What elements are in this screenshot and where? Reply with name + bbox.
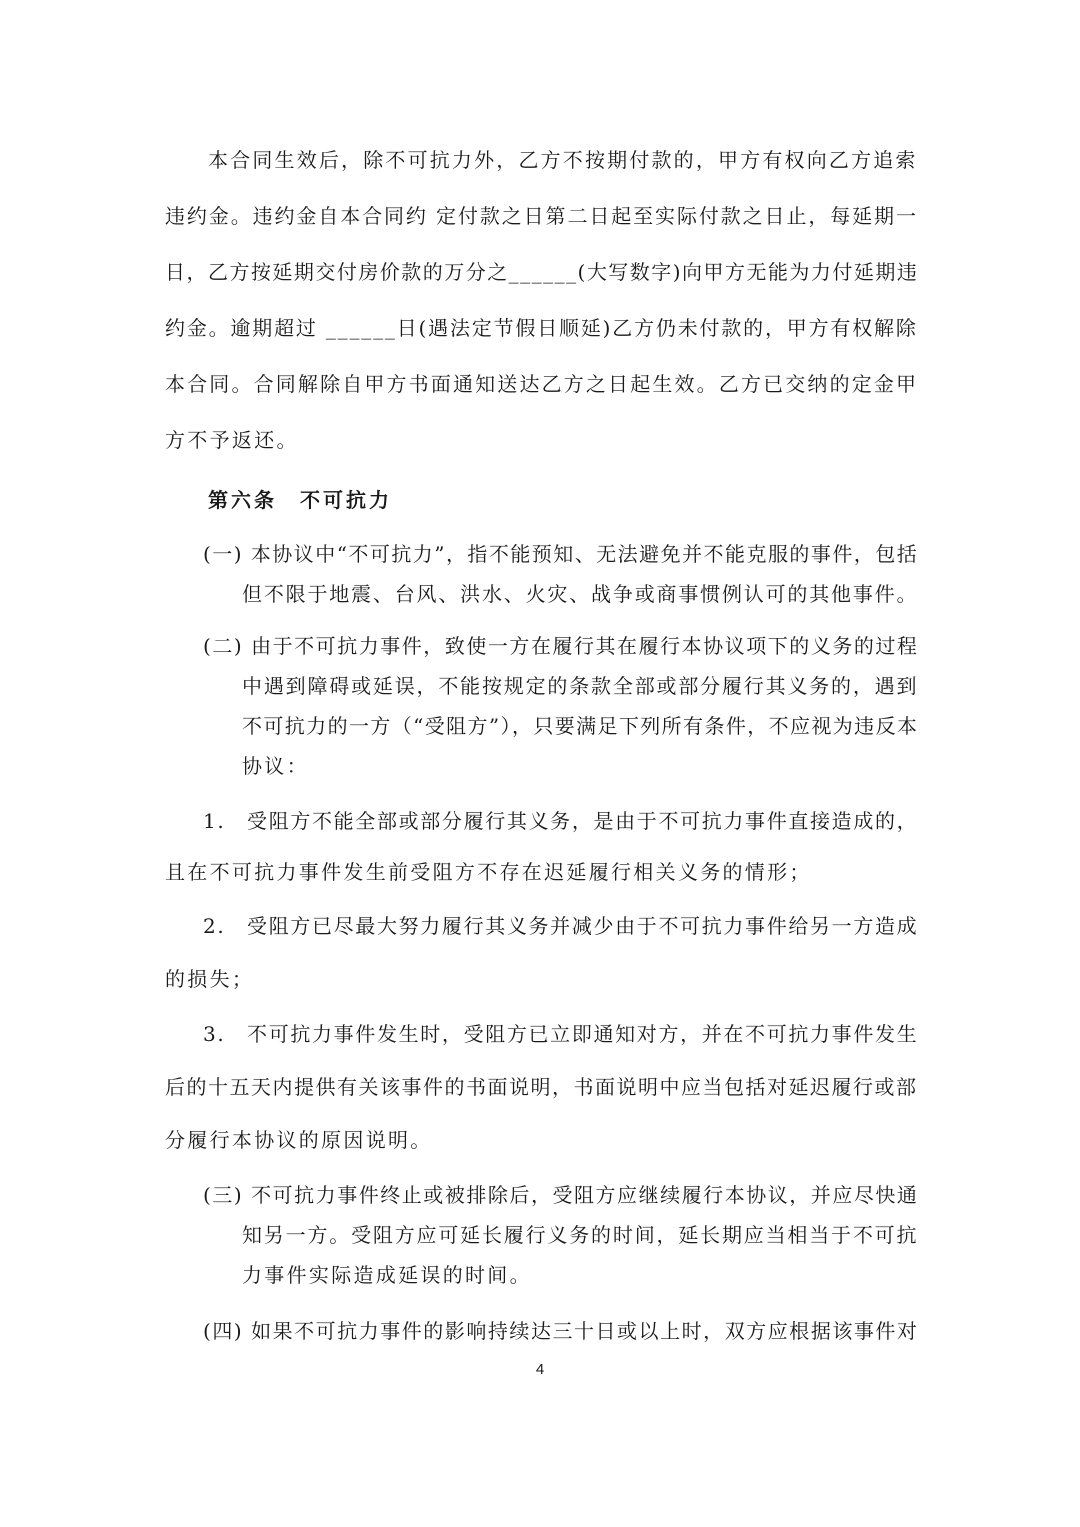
- clause-text: 力事件实际造成延误的时间。: [242, 1263, 532, 1287]
- clause-text: (三) 不可抗力事件终止或被排除后，受阻方应继续履行本协议，并应尽快通: [203, 1183, 919, 1207]
- clause-text: 但不限于地震、台风、洪水、火灾、战争或商事惯例认可的其他事件。: [242, 582, 919, 606]
- text-line: 本合同生效后，除不可抗力外，乙方不按期付款的，甲方有权向乙方追索: [208, 148, 918, 172]
- clause-text: (二) 由于不可抗力事件，致使一方在履行其在履行本协议项下的义务的过程: [203, 634, 919, 658]
- text-line: 本合同。合同解除自甲方书面通知送达乙方之日起生效。乙方已交纳的定金甲: [165, 372, 919, 396]
- clause-text: 知另一方。受阻方应可延长履行义务的时间，延长期应当相当于不可抗: [242, 1223, 919, 1247]
- clause-text: 不可抗力的一方（“受阻方”），只要满足下列所有条件，不应视为违反本: [242, 714, 919, 738]
- text-line: 约金。逾期超过 ______日(遇法定节假日顺延)乙方仍未付款的，甲方有权解除: [165, 316, 918, 340]
- list-item-text: 后的十五天内提供有关该事件的书面说明，书面说明中应当包括对延迟履行或部: [165, 1075, 918, 1099]
- text-line: 违约金。违约金自本合同约 定付款之日第二日起至实际付款之日止，每延期一: [165, 204, 918, 228]
- list-item-text: 3. 不可抗力事件发生时，受阻方已立即通知对方，并在不可抗力事件发生: [203, 1022, 919, 1046]
- text-line: 日，乙方按延期交付房价款的万分之______(大写数字)向甲方无能为力付延期违: [165, 260, 919, 284]
- clause-text: (四) 如果不可抗力事件的影响持续达三十日或以上时，双方应根据该事件对: [203, 1319, 919, 1343]
- list-item-text: 1. 受阻方不能全部或部分履行其义务，是由于不可抗力事件直接造成的，: [203, 809, 919, 833]
- list-item-text: 分履行本协议的原因说明。: [165, 1128, 433, 1152]
- list-item-text: 的损失；: [165, 967, 255, 991]
- list-item-text: 2. 受阻方已尽最大努力履行其义务并减少由于不可抗力事件给另一方造成: [203, 914, 919, 938]
- list-item-text: 且在不可抗力事件发生前受阻方不存在迟延履行相关义务的情形；: [165, 860, 812, 884]
- clause-text: 中遇到障碍或延误，不能按规定的条款全部或部分履行其义务的，遇到: [242, 674, 919, 698]
- clause-text: 协议：: [242, 754, 309, 778]
- section-heading: 第六条 不可抗力: [208, 488, 392, 512]
- clause-text: (一) 本协议中“不可抗力”，指不能预知、无法避免并不能克服的事件，包括: [203, 542, 919, 566]
- text-line: 方不予返还。: [165, 428, 299, 452]
- page-number: 4: [535, 1361, 545, 1378]
